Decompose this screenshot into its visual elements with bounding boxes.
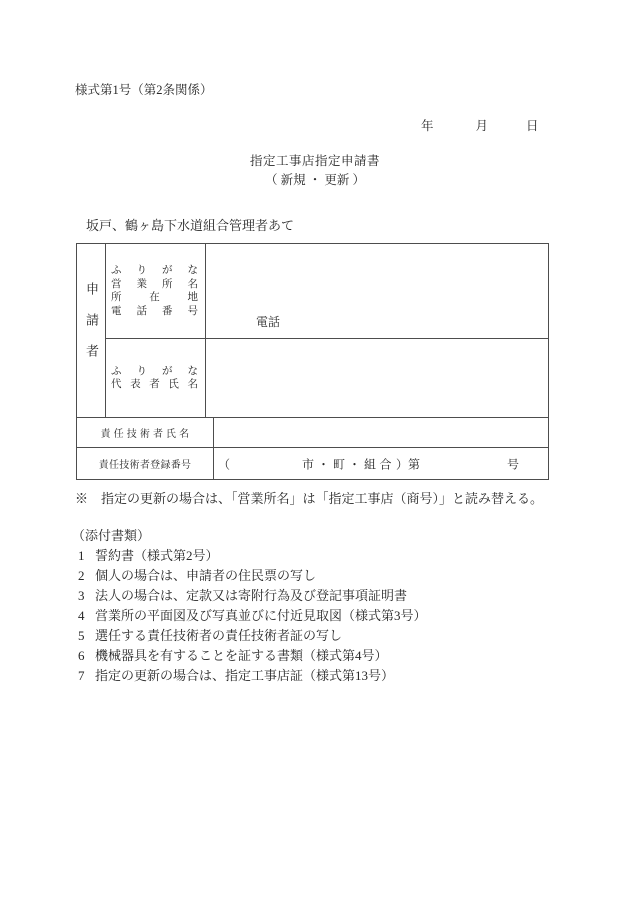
item-text: 機械器具を有することを証する書類（様式第4号） <box>95 648 388 663</box>
item-text: 個人の場合は、申請者の住民票の写し <box>95 568 317 583</box>
item-number: 5 <box>78 628 85 643</box>
reading-note: ※ 指定の更新の場合は、「営業所名」は「指定工事店（商号）」と読み替える。 <box>75 491 544 506</box>
registration-number-suffix: 号 <box>507 457 520 471</box>
attachments-list <box>72 526 427 686</box>
rep-name-label: 代 表 者 氏 名 <box>111 379 198 390</box>
representative-fill-area <box>206 339 549 418</box>
registration-jurisdiction: 市・町・組合 <box>302 457 396 471</box>
list-item <box>72 666 427 686</box>
engineer-name-fill-area <box>214 418 549 448</box>
list-item <box>72 606 427 626</box>
engineer-registration-fill-area <box>214 448 549 480</box>
registration-close-paren: ）第 <box>396 457 421 471</box>
item-number: 1 <box>78 548 85 563</box>
item-text: 誓約書（様式第2号） <box>95 548 219 563</box>
item-text: 指定の更新の場合は、指定工事店証（様式第13号） <box>95 668 395 683</box>
applicant-table <box>76 243 549 480</box>
list-item <box>72 646 427 666</box>
item-number: 2 <box>78 568 85 583</box>
furigana-label: ふ り が な <box>111 265 198 276</box>
item-text: 選任する責任技術者の責任技術者証の写し <box>95 628 343 643</box>
item-text: 営業所の平面図及び写真並びに付近見取図（様式第3号） <box>95 608 427 623</box>
list-item <box>72 586 427 606</box>
representative-labels-cell <box>106 339 206 418</box>
engineer-name-label-cell: 責 任 技 術 者 氏 名 <box>77 418 214 448</box>
office-labels-cell <box>106 244 206 339</box>
year-label: 年 <box>421 119 434 133</box>
registration-open-paren: （ <box>218 457 231 471</box>
month-label: 月 <box>475 119 489 133</box>
item-number: 6 <box>78 648 85 663</box>
office-info-fill-area <box>206 244 549 339</box>
addressee-line: 坂戸、鶴ヶ島下水道組合管理者あて <box>86 218 295 233</box>
form-number: 様式第1号（第2条関係） <box>75 83 213 97</box>
attachments-heading: （添付書類） <box>72 528 151 543</box>
phone-prefix-label: 電話 <box>256 315 281 329</box>
engineer-registration-label-cell: 責任技術者登録番号 <box>77 448 214 480</box>
office-name-label: 営 業 所 名 <box>111 278 198 290</box>
applicant-vertical-label: 申請者 <box>84 281 99 375</box>
item-text: 法人の場合は、定款又は寄附行為及び登記事項証明書 <box>95 588 408 603</box>
rep-furigana-label: ふ り が な <box>111 365 198 377</box>
page-subtitle: （ 新規 ・ 更新 ） <box>264 173 365 187</box>
list-item <box>72 626 427 646</box>
item-number: 4 <box>78 608 85 623</box>
item-number: 7 <box>78 668 85 683</box>
page-title: 指定工事店指定申請書 <box>249 154 380 168</box>
day-label: 日 <box>526 119 539 133</box>
item-number: 3 <box>78 588 85 603</box>
list-item <box>72 566 427 586</box>
address-label: 所 在 地 <box>111 292 198 303</box>
phone-number-label: 電 話 番 号 <box>111 305 198 317</box>
applicant-vertical-header <box>77 244 106 418</box>
list-item <box>72 546 427 566</box>
date-line <box>421 116 539 134</box>
